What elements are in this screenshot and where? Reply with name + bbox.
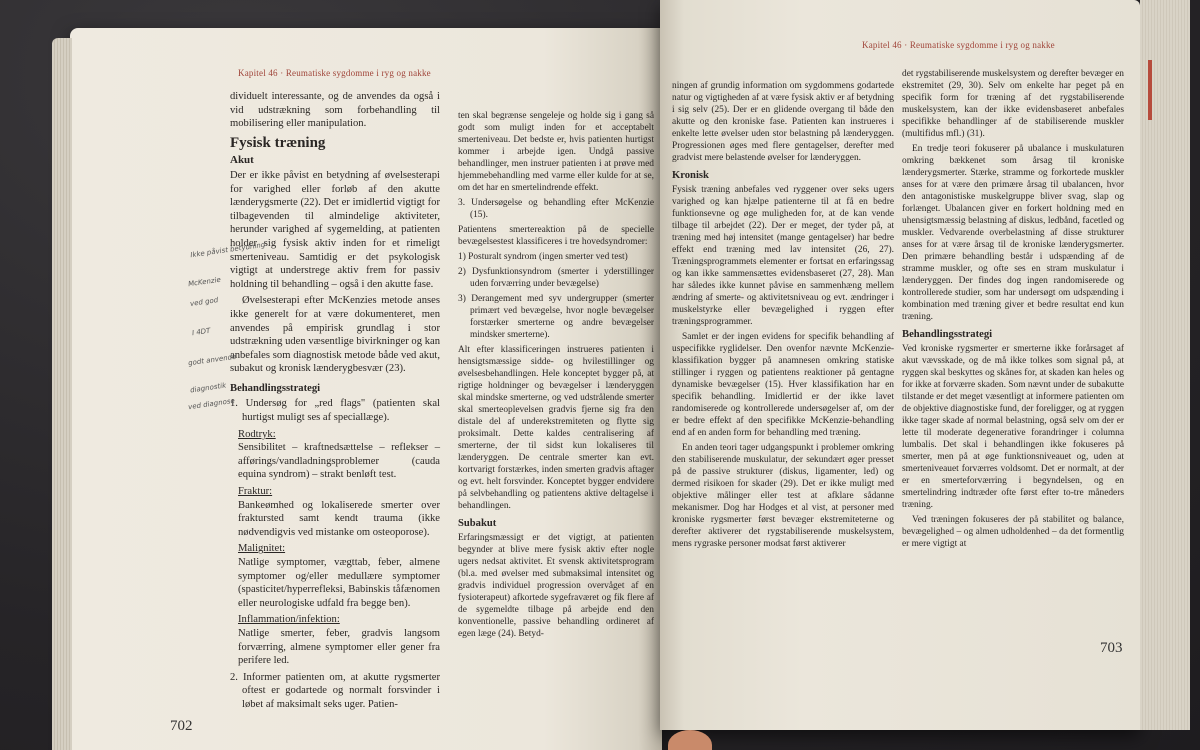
tredje-teori-paragraph: En tredje teori fokuserer på ubalance i muskulaturen omkring bækkenet som årsag til kroniske lænderygsmerter. Stærke, stramme og forkortede muskler anses for at være den primære årsag til ubalancen, hvor den antagonistiske muskelgruppe bliver svag, slap og forlænget. Ubalancen giver en forkert holdning med en uhensigtsmæssig belastning af diskus, ledbånd, facetled og muskler. Vedvarende overbelastning af disse strukturer anses for at være årsag til de kroniske lænderygsmerter. Den primære behandling består i udspænding af de stramme muskler, og ofte ses en stram muskulatur i lænderyggen. Der findes dog ingen randomiserede og kontrollerede studier, som har undersøgt om udspænding i kombination med træning giver et bedre resultat end kun træning. — [902, 144, 1124, 322]
margin-note-2: McKenzie — [187, 275, 222, 289]
syndrome-1: 1) Posturalt syndrom (ingen smerter ved test) — [458, 252, 628, 262]
subheading-subakut: Subakut — [458, 518, 497, 529]
malignitet-text: Natlige symptomer, vægttab, feber, almene symptomer og/eller medullære symptomer (spasticitet/hyperrefleksi, Babinskis tåfænomen eller neurologiske udfald fra begge ben). — [238, 557, 440, 609]
syndrome-2: 2) Dysfunktionsyndrom (smerter i yderstillinger uden forværring under bevægelse) — [458, 267, 654, 289]
right-strategy-heading: Behandlingsstrategi — [902, 329, 993, 340]
inflammation-text: Natlige smerter, feber, gradvis langsom forværring, almene symptomer eller gener fra perifere led. — [238, 627, 440, 667]
malignitet-label: Malignitet: — [238, 543, 286, 555]
fraktur-text: Bankeømhed og lokaliserede smerter over fraktursted samt kendt trauma (ikke nødvendigvis ved mistanke om osteoporose). — [238, 499, 440, 538]
teori-paragraph: En anden teori tager udgangspunkt i problemer omkring den stabiliserende muskulatur, der sekundært øger presset på de passive strukturer (diskus, ligamenter, led) og dermed risikoen for skader (29). Det er ikke muligt med objektive målinger eller test at afklare sådanne mekanismer. Dog har Hodges et al vist, at personer med kroniske rygsmerter først bevæger ekstremiteterne og derefter aktiverer det rygstabiliserende muskelsystem, mens rygraske personer modsat først aktiverer — [672, 443, 894, 549]
rodtryk-label: Rodtryk: — [238, 428, 276, 440]
mckenzie-paragraph: Patientens smertereaktion på de specielle bevægelsestest klassificeres i tre hovedsyndromer: — [458, 225, 654, 247]
inflammation-label: Inflammation/infektion: — [238, 614, 340, 626]
margin-note-3: ved god — [189, 296, 219, 308]
left-column-1 — [230, 90, 440, 715]
strategy-heading: Behandlingsstrategi — [230, 382, 321, 394]
right-running-head: Kapitel 46 · Reumatiske sygdomme i ryg og nakke — [862, 40, 1055, 50]
right-strategy-paragraph: Ved kroniske rygsmerter er smerterne ikke forårsaget af akut vævsskade, og de må ikke tolkes som signal på, at ryggen skal beskyttes og skånes for, at skaden kan heles og for ikke at forværre skaden. Som nævnt under de subakutte tilstande er det meget væsentligt at informere patienten om de objektive diagnostiske fund, der foreligger, og at ryggen ikke tager skade af normal belastning, også selv om der er lette til moderate degenerative forandringer i columna lumbalis. Det skal i behandlingen ikke fokuseres på smerter, men på at øge funktionsniveauet og, uden at smerteniveauet forværres voldsomt. Det er normalt, at der er en smerteforværring i begyndelsen, og en smertelindring indtræder ofte først efter to-tre måneders træning. — [902, 344, 1124, 510]
strategy-item-2: 2. Informer patienten om, at akutte rygsmerter oftest er godartede og normalt forsvinder i løbet af maksimalt seks uger. Patien- — [230, 671, 440, 710]
strategy-item-3: 3. Undersøgelse og behandling efter McKenzie (15). — [458, 198, 654, 220]
subheading-akut: Akut — [230, 154, 254, 167]
margin-note-4: I 4DT — [191, 326, 211, 338]
margin-note-7: ved diagnose — [187, 396, 236, 412]
margin-note-1: Ikke påvist betydning — [189, 240, 266, 260]
right-page-edge — [1140, 0, 1190, 730]
chapter-tab-marker — [1148, 60, 1152, 120]
syndrome-3: 3) Derangement med syv undergrupper (smerter primært ved bevægelse, hvor nogle bevægelser forstærker smerterne og andre bevægelser mindsker smerterne). — [458, 294, 654, 340]
fraktur-label: Fraktur: — [238, 486, 273, 498]
samlet-paragraph: Samlet er der ingen evidens for specifik behandling af uspecifikke ryglidelser. Den ovenfor nævnte McKenzie-klassifikation bygger på anamnesen omkring statiske stillinger i ryggen og patientens reaktioner på gentagne dynamiske bevægelser (15). Hver klassifikation har en specifik behandling. Imidlertid er der ikke lavet randomiserede og kontrollerede undersøgelser af, om der er bedre effekt af den specifikke McKenzie-behandling end af en anden form for behandling med træning. — [672, 332, 894, 438]
left-running-head: Kapitel 46 · Reumatiske sygdomme i ryg og nakke — [238, 68, 431, 78]
rodtryk-text: Sensibilitet – kraftnedsættelse – reflekser – afførings/vandladningsproblemer (cauda equina syndrom) – strakt benløft test. — [238, 442, 440, 481]
left-page — [70, 28, 662, 750]
margin-note-6: diagnostik — [189, 381, 227, 395]
right-page-number: 703 — [1100, 640, 1123, 656]
subheading-kronisk: Kronisk — [672, 170, 709, 181]
section-heading: Fysisk træning — [230, 134, 326, 151]
paragraph-akut-2: Øvelsesterapi efter McKenzies metode anses ikke generelt for at være dokumenteret, men anvendes på empirisk grundlag i stor udstrækning uden væsentlige bivirkninger og kan anbefales som diagnostisk metode både ved akut, subakut og kronisk lænderygbesvær (23). — [230, 295, 440, 375]
left-page-edge — [52, 38, 72, 750]
right-page — [660, 0, 1140, 730]
right-col1-continuation: ningen af grundig information om sygdommens godartede natur og vigtigheden af at være fysisk aktiv er af betydning i sig selv (25). Der er en glidende overgang til både den akutte og den kroniske fase. Patienten kan instrueres i enkelte lette øvelser uden stor belastning på lænderyggen. Progressionen øges med flere gentagelser, derefter med gradvist mere belastende øvelser for lænderyggen. — [672, 81, 894, 163]
thumb — [668, 730, 712, 750]
subakut-paragraph: Erfaringsmæssigt er det vigtigt, at patienten begynder at blive mere fysisk aktiv efter nogle ugers nedsat aktivitet. Et svensk aktivitetsprogram (bl.a. med øvelser med submaksimal intensitet og gradvis individuel progression overvåget af en fysioterapeut) afkortede sygefraværet og fik flere af de sygemeldte tilbage på arbejde end den konventionelle, passive behandling ordineret af egen læge (24). Betyd- — [458, 533, 654, 639]
strategy-item-1: 1. Undersøg for „red flags" (patienten skal hurtigst muligt ses af speciallæge). — [230, 398, 440, 424]
intro-text: dividuelt interessante, og de anvendes da også i vid udstrækning som forbehandling til mobilisering eller manipulation. — [230, 91, 440, 130]
margin-note-5: godt anvende — [187, 352, 237, 368]
training-paragraph: Ved træningen fokuseres der på stabilitet og balance, bevægelighed – og almen udholdenhed – da det formentlig er mere vigtigt at — [902, 515, 1124, 549]
right-col2-continuation: det rygstabiliserende muskelsystem og derefter bevæger en ekstremitet (29, 30). Selv om enkelte har peget på en specifik form for træning af det rygstabiliserende muskelsystem, kan der ikke evidensbaseret anbefales specifikke behandlinger af de stabiliserende muskler (multifidus mfl.) (31). — [902, 69, 1124, 139]
kronisk-paragraph: Fysisk træning anbefales ved ryggener over seks ugers varighed og kan hjælpe patienterne til at få en bedre funktionsevne og øge muligheden for, at de kan vende tilbage til arbejdet (22). Der er meget, der tyder på, at træning med høj intensitet (mange gentagelser) har bedre effekt end træning med lav intensitet (26, 27). Træningsprogrammets elementer er fortsat en erfaringssag og kan ikke sammensættes evidensbaseret (27, 28). Man har således ikke kunnet påvise en sammenhæng mellem ændring af smerte- og aktivitetsniveau og evt. ændringer i muskelstyrke eller bevægelighed i ryggen efter træningsprogrammer. — [672, 185, 894, 327]
col2-continuation: ten skal begrænse sengeleje og holde sig i gang så godt som muligt inden for et acceptabelt smerteniveau. Det bedste er, hvis patienten hurtigst kommer i arbejde igen. Undgå passive behandlinger, men instruer patienten i at prøve med hjemmebehandling med varme eller kulde for at se, om det har en smertelindrende effekt. — [458, 111, 654, 193]
right-column-1 — [672, 80, 894, 553]
paragraph-akut-1: Der er ikke påvist en betydning af øvelsesterapi for varighed eller forløb af den akutte lænderygsmerte (22). Det er imidlertid vigtigt for tilbagevenden til almindelige aktiviteter, herunder varighed af sygemelding, at patienten holder sig fysisk aktiv inden for et rimeligt smerteniveau. Samtidig er det psykologisk vigtigt at understrege aktiv frem for passiv holdning til behandling – også i den akutte fase. — [230, 169, 440, 290]
right-column-2 — [902, 68, 1124, 553]
left-page-number: 702 — [170, 718, 193, 734]
left-column-2 — [458, 110, 654, 643]
classification-paragraph: Alt efter klassificeringen instrueres patienten i hensigtsmæssige sidde- og hvilestillinger og øvelsesbehandlingen. Hele konceptet bygger på, at rigtige holdninger og bevægelser i lænderyggen skal mindske smerterne, og ved udstrålende smerter skal smerteoplevelsen gradvis fjerne sig fra den distale del af underekstremiteten og flytte sig proksimalt. Dette kaldes centralisering af smerterne, der til sidst kun lokaliseres til lænderyggen. De centrale smerter kan evt. kortvarigt forstærkes, inden smerten gradvis aftager og evt. helt forsvinder. Konceptet bygger endvidere på selvbehandling og patientens aktive deltagelse i behandlingen. — [458, 345, 654, 511]
